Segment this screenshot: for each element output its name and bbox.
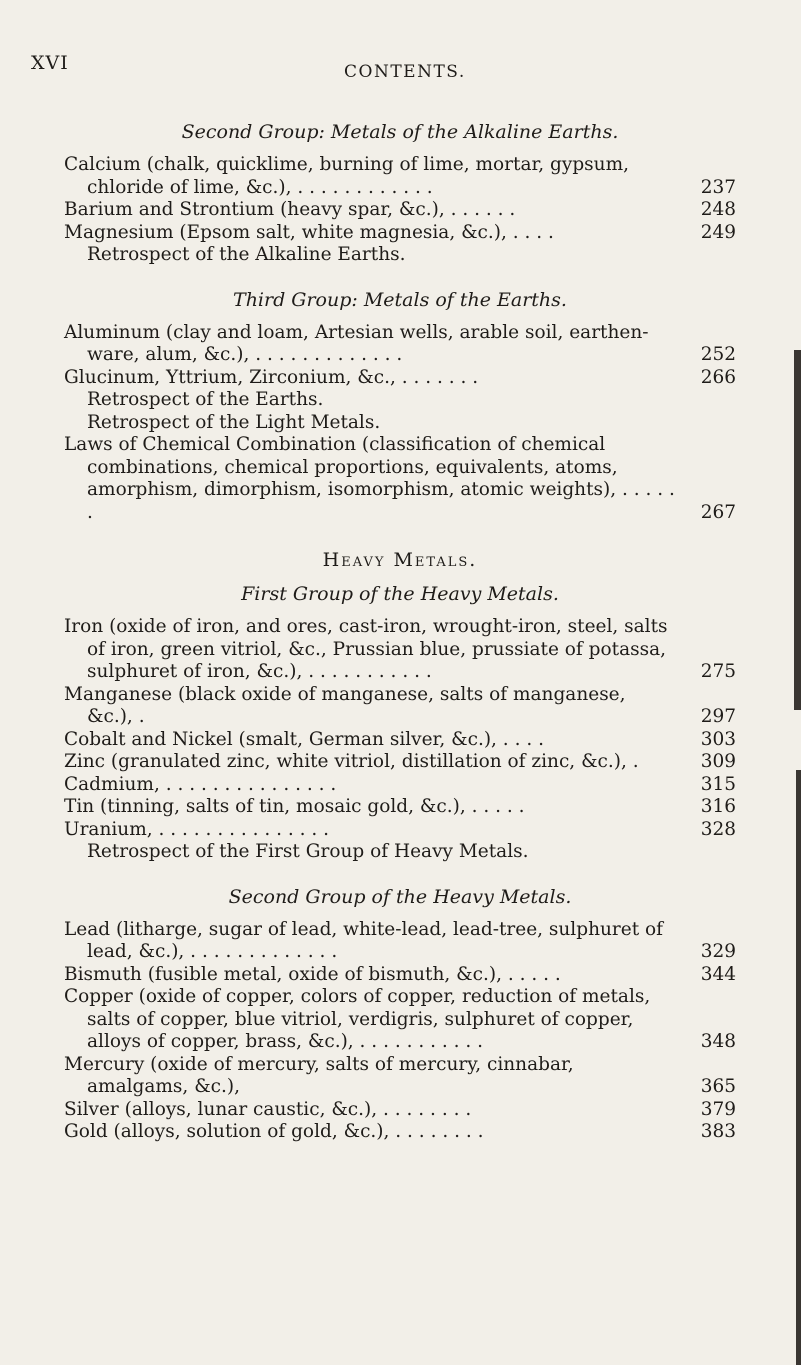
toc-entry (64, 434, 736, 524)
entry-text: Laws of Chemical Combination (classification of chemical combinations, chemical proportions, equivalents, atoms, amorphism, dimorphism, isomorphism, atomic weights), . . . . . . (64, 434, 675, 523)
entry-text: Retrospect of the Light Metals. (87, 411, 381, 433)
toc-entry (64, 1099, 736, 1122)
entry-page: 248 (700, 199, 736, 220)
toc-entry (64, 322, 736, 367)
entry-page: 379 (700, 1098, 736, 1120)
entry-text: Copper (oxide of copper, colors of copper, reduction of metals, salts of copper, blue vitriol, verdigris, sulphuret of copper, alloys of copper, brass, &c.), . . . . . . . . . . . (64, 986, 651, 1052)
toc-entry (64, 412, 736, 435)
entry-text: Cadmium, . . . . . . . . . . . . . . . (64, 773, 337, 795)
entry-page: 266 (700, 366, 736, 388)
toc-entry (64, 796, 736, 819)
toc-entry (64, 616, 736, 684)
entry-page: 348 (700, 1031, 736, 1052)
toc-entry (64, 1121, 736, 1144)
entry-page: 267 (700, 501, 736, 523)
section-heading: First Group of the Heavy Metals. (241, 583, 559, 605)
entry-text: Zinc (granulated zinc, white vitriol, distillation of zinc, &c.), . (64, 751, 639, 772)
toc-entry (64, 684, 736, 729)
entry-text: Iron (oxide of iron, and ores, cast-iron, wrought-iron, steel, salts of iron, green vitriol, &c., Prussian blue, prussiate of potassa, sulphuret of iron, &c.), . . . . . . . . . . . (64, 616, 668, 682)
toc-entry (64, 986, 736, 1054)
toc-entry (64, 222, 736, 245)
entry-page: 328 (700, 818, 736, 840)
toc-entry (64, 819, 736, 842)
entry-text: Silver (alloys, lunar caustic, &c.), . . . . . . . . (64, 1098, 472, 1120)
section-heading: Second Group: Metals of the Alkaline Earths. (181, 121, 619, 143)
contents-list (64, 120, 736, 1144)
part-heading: Heavy Metals. (322, 549, 478, 571)
entry-page: 249 (700, 221, 736, 243)
entry-page: 365 (700, 1076, 736, 1097)
entry-text: Retrospect of the Alkaline Earths. (87, 244, 406, 265)
entry-page: 316 (700, 796, 736, 817)
entry-text: Gold (alloys, solution of gold, &c.), . . . . . . . . (64, 1121, 484, 1142)
section-heading: Third Group: Metals of the Earths. (233, 288, 567, 311)
entry-page: 315 (700, 773, 736, 795)
entry-text: Retrospect of the Earths. (87, 389, 324, 410)
entry-text: Tin (tinning, salts of tin, mosaic gold, &c.), . . . . . (64, 796, 525, 817)
toc-entry (64, 154, 736, 199)
entry-text: Cobalt and Nickel (smalt, German silver, &c.), . . . . (64, 728, 544, 750)
toc-entry (64, 729, 736, 752)
toc-entry (64, 389, 736, 412)
entry-text: Glucinum, Yttrium, Zirconium, &c., . . . . . . . (64, 366, 479, 388)
entry-text: Magnesium (Epsom salt, white magnesia, &c.), . . . . (64, 221, 554, 243)
entry-text: Aluminum (clay and loam, Artesian wells, arable soil, earthen-ware, alum, &c.), . . . . . . . . . . . . . (64, 321, 649, 365)
toc-entry (64, 751, 736, 774)
entry-text: Uranium, . . . . . . . . . . . . . . . (64, 818, 330, 840)
entry-page: 303 (700, 728, 736, 750)
entry-text: Lead (litharge, sugar of lead, white-lead, lead-tree, sulphuret of lead, &c.), . . . . . . . . . . . . . (64, 918, 663, 962)
section-heading: Second Group of the Heavy Metals. (228, 885, 572, 908)
entry-text: Retrospect of the First Group of Heavy Metals. (87, 841, 529, 862)
toc-entry (64, 841, 736, 864)
entry-page: 329 (700, 941, 736, 962)
toc-entry (64, 919, 736, 964)
page-folio: XVI (31, 52, 69, 74)
running-head: CONTENTS. (344, 62, 466, 82)
toc-entry (64, 199, 736, 222)
entry-page: 344 (700, 963, 736, 985)
entry-page: 252 (700, 344, 736, 365)
toc-entry (64, 367, 736, 390)
page-edge-shadow (794, 350, 801, 710)
entry-text: Calcium (chalk, quicklime, burning of lime, mortar, gypsum, chloride of lime, &c.), . . . . . . . . . . . . (64, 154, 630, 198)
entry-page: 309 (700, 751, 736, 772)
toc-entry (64, 244, 736, 267)
entry-page: 383 (700, 1121, 736, 1142)
entry-text: Bismuth (fusible metal, oxide of bismuth, &c.), . . . . . (64, 963, 561, 985)
toc-entry (64, 1054, 736, 1099)
page-edge-shadow (796, 770, 801, 1365)
entry-page: 275 (700, 661, 736, 682)
entry-page: 297 (700, 706, 736, 727)
entry-text: Mercury (oxide of mercury, salts of mercury, cinnabar, amalgams, &c.), (64, 1053, 574, 1097)
toc-entry (64, 964, 736, 987)
entry-text: Barium and Strontium (heavy spar, &c.), . . . . . . (64, 199, 516, 220)
entry-text: Manganese (black oxide of manganese, salts of manganese, &c.), . (64, 683, 626, 727)
toc-entry (64, 774, 736, 797)
entry-page: 237 (700, 176, 736, 198)
